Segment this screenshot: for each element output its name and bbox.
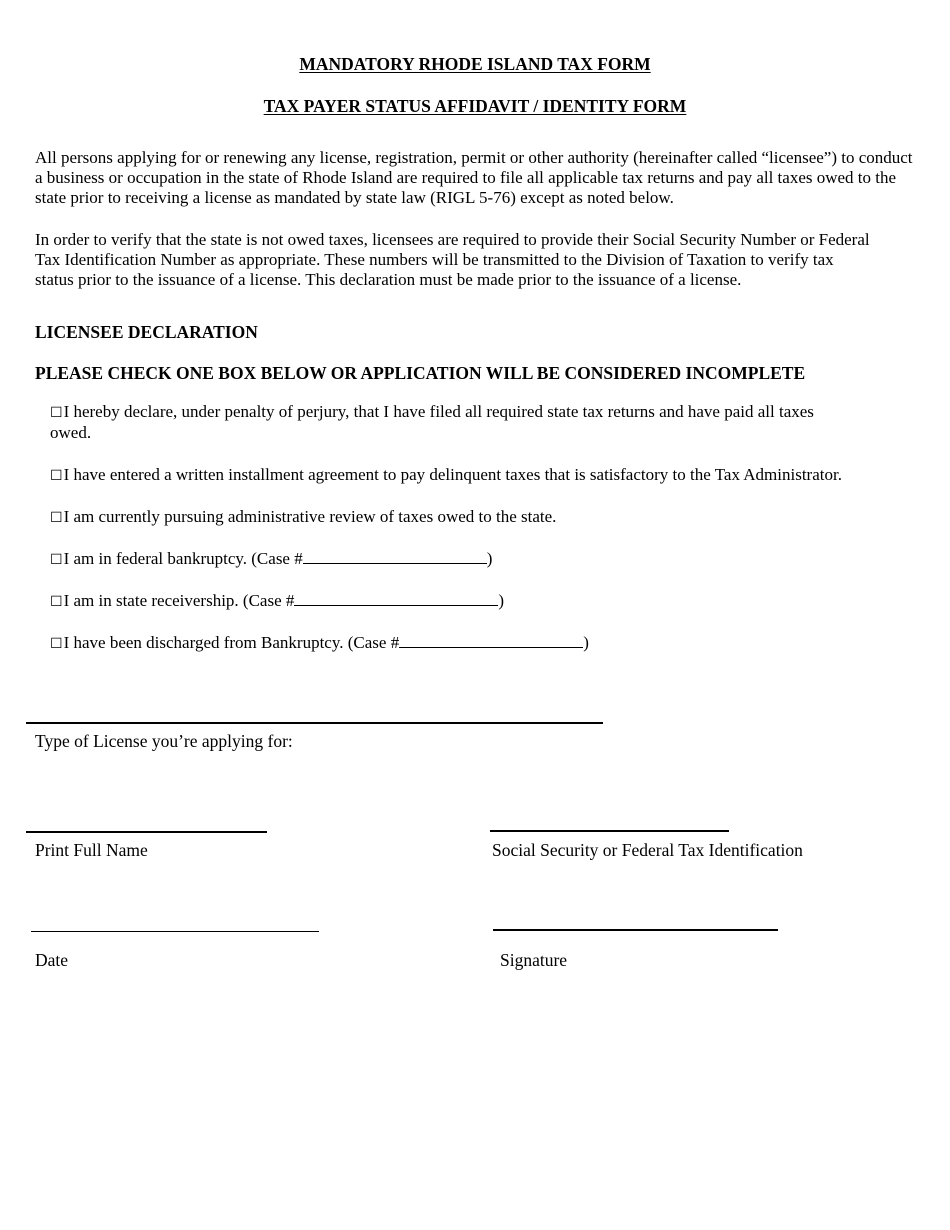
- date-line[interactable]: [31, 931, 319, 932]
- option-discharged-bankruptcy[interactable]: [50, 632, 589, 655]
- signature-line[interactable]: [493, 929, 778, 931]
- tax-id-label: Social Security or Federal Tax Identification: [492, 840, 803, 860]
- option-text: I am currently pursuing administrative review of taxes owed to the state.: [63, 507, 557, 526]
- checkbox-icon[interactable]: ☐: [50, 468, 63, 484]
- date-label: Date: [35, 950, 69, 970]
- close-paren: ): [486, 549, 493, 568]
- close-paren: ): [498, 591, 505, 610]
- case-number-field[interactable]: [399, 633, 583, 648]
- declaration-instruction: PLEASE CHECK ONE BOX BELOW OR APPLICATION WILL BE CONSIDERED INCOMPLETE: [35, 363, 806, 383]
- option-filed-and-paid[interactable]: [50, 401, 814, 424]
- option-text: I am in federal bankruptcy. (Case #: [63, 549, 303, 568]
- option-installment-agreement[interactable]: [50, 464, 842, 487]
- case-number-field[interactable]: [303, 549, 487, 564]
- option-text: I am in state receivership. (Case #: [63, 591, 295, 610]
- form-title: MANDATORY RHODE ISLAND TAX FORM: [299, 54, 651, 74]
- checkbox-icon[interactable]: ☐: [50, 510, 63, 526]
- print-name-line[interactable]: [26, 831, 267, 833]
- checkbox-icon[interactable]: ☐: [50, 594, 63, 610]
- option-text: I have been discharged from Bankruptcy. (Case #: [63, 633, 400, 652]
- checkbox-icon[interactable]: ☐: [50, 636, 63, 652]
- close-paren: ): [583, 633, 589, 652]
- option-state-receivership[interactable]: [50, 590, 504, 613]
- license-type-label: Type of License you’re applying for:: [35, 731, 293, 751]
- signature-label: Signature: [500, 950, 568, 970]
- intro-paragraph-1: All persons applying for or renewing any license, registration, permit or other authority (hereinafter called “licensee”) to conduct a business or occupation in the state of Rhode Island are required to file all applicable tax returns and pay all taxes owed to the state prior to receiving a license as mandated by state law (RIGL 5-76) except as noted below.: [35, 148, 913, 207]
- option-filed-and-paid-continued: owed.: [50, 423, 92, 442]
- option-administrative-review[interactable]: [50, 506, 556, 529]
- tax-id-line[interactable]: [490, 830, 729, 832]
- form-subtitle: TAX PAYER STATUS AFFIDAVIT / IDENTITY FORM: [263, 96, 687, 116]
- print-name-label: Print Full Name: [35, 840, 148, 860]
- declaration-heading: LICENSEE DECLARATION: [35, 322, 258, 342]
- checkbox-icon[interactable]: ☐: [50, 405, 63, 421]
- intro-paragraph-2: In order to verify that the state is not owed taxes, licensees are required to provide their Social Security Number or Federal Tax Identification Number as appropriate. These numbers will be transmitted to the Division of Taxation to verify tax status prior to the issuance of a license. This declaration must be made prior to the issuance of a license.: [35, 230, 870, 289]
- checkbox-icon[interactable]: ☐: [50, 552, 63, 568]
- license-type-line[interactable]: [26, 722, 603, 724]
- case-number-field[interactable]: [294, 591, 498, 606]
- option-federal-bankruptcy[interactable]: [50, 548, 492, 571]
- option-text: I have entered a written installment agreement to pay delinquent taxes that is satisfactory to the Tax Administrator.: [63, 465, 842, 484]
- option-text: I hereby declare, under penalty of perjury, that I have filed all required state tax returns and have paid all taxes: [63, 402, 814, 421]
